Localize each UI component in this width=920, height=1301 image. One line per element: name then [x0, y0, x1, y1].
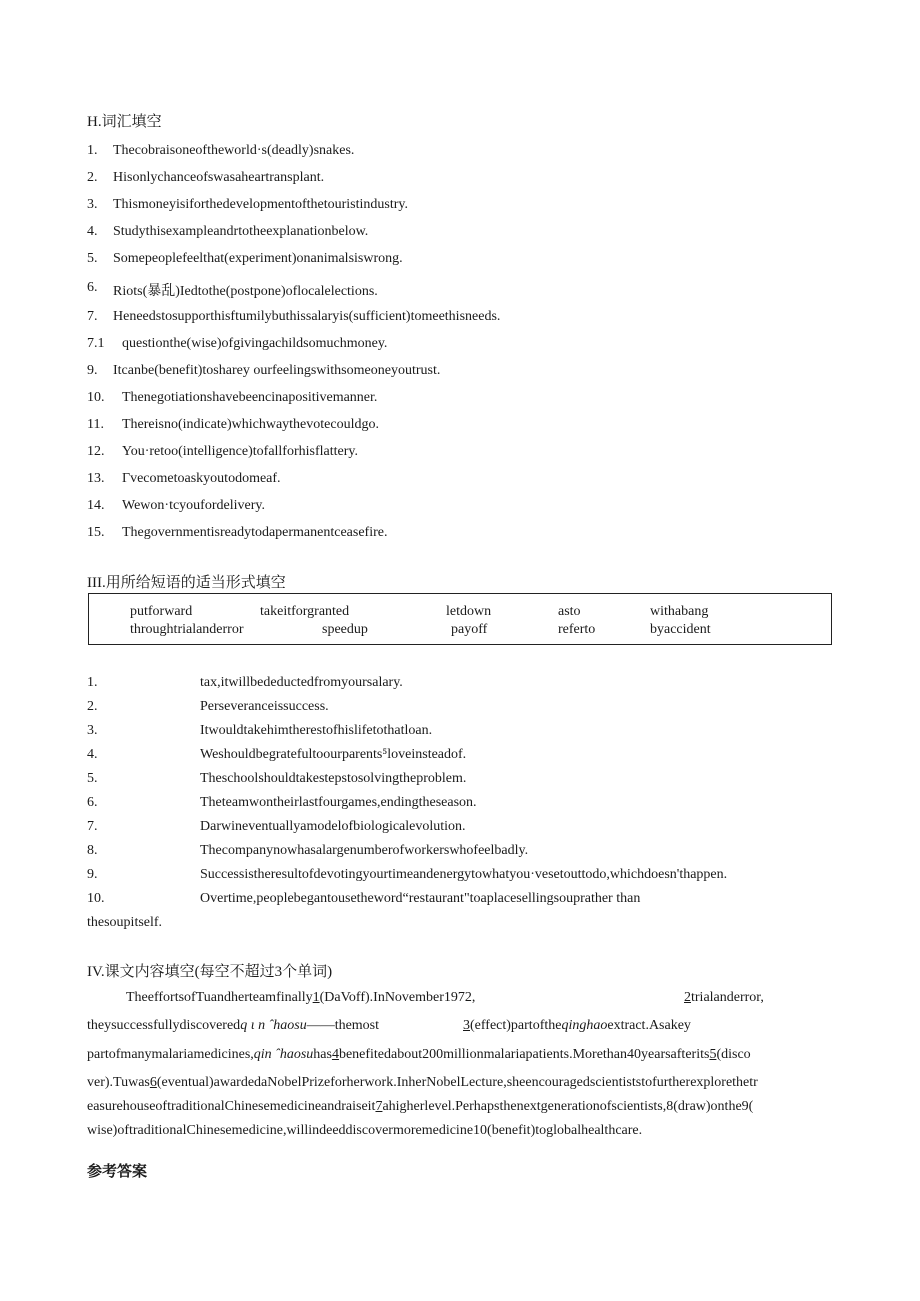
item-number: 2. — [87, 170, 98, 185]
passage-text: wise)oftraditionalChinesemedicine,willindeeddiscovermoremedicine10(benefit)toglobalhealthcare. — [87, 1123, 643, 1138]
list-item — [87, 170, 847, 190]
item-text: You·retoo(intelligence)tofallforhisflattery. — [122, 444, 358, 459]
list-item — [87, 251, 847, 271]
pinyin-text: q ι n ˆhaosu — [240, 1018, 307, 1033]
item-number: 7. — [87, 309, 98, 324]
passage-text: has — [313, 1047, 332, 1062]
blank-number: 2 — [684, 990, 691, 1005]
item-text: Thecobraisoneoftheworld·s(deadly)snakes. — [113, 143, 355, 158]
passage-text: ver).Tuwas — [87, 1075, 150, 1090]
item-text: Studythisexampleandrtotheexplanationbelow. — [113, 224, 369, 239]
passage-line — [463, 1018, 691, 1034]
item-number: 10. — [87, 891, 105, 906]
passage-text: (eventual)awardedaNobelPrizeforherwork.InherNobelLecture,sheencouragedscientiststofurtherexplorethetr — [156, 1075, 758, 1090]
passage-text: ahigherlevel.Perhapsthenextgenerationofscientists,8(draw)onthe9( — [382, 1099, 754, 1114]
list-item — [87, 525, 847, 545]
item-text: Itwouldtakehimtherestofhislifetothatloan. — [200, 723, 433, 738]
item-text: Theschoolshouldtakestepstosolvingtheproblem. — [200, 771, 467, 786]
item-text: tax,itwillbedeductedfromyoursalary. — [200, 675, 403, 690]
item-number: 7.1 — [87, 336, 105, 351]
phrase: takeitforgranted — [260, 604, 350, 619]
item-number: 5. — [87, 251, 98, 266]
blank-number: 4 — [331, 1047, 339, 1062]
section-2-title: H.词汇填空 — [87, 114, 162, 130]
item-number: 12. — [87, 444, 105, 459]
item-text: Darwineventuallyamodelofbiologicalevolution. — [200, 819, 466, 834]
blank-number: 5 — [709, 1047, 717, 1062]
passage-line — [684, 990, 764, 1006]
passage-line — [87, 1123, 642, 1139]
item-number: 6. — [87, 280, 98, 295]
list-item — [87, 819, 847, 839]
phrase: throughtrialanderror — [130, 622, 244, 637]
item-number: 9. — [87, 363, 98, 378]
phrase: putforward — [130, 604, 193, 619]
item-text: Thecompanynowhasalargenumberofworkerswhofeelbadly. — [200, 843, 529, 858]
item-text: Thereisno(indicate)whichwaythevotecouldgo. — [122, 417, 379, 432]
passage-line — [87, 1018, 379, 1034]
list-item — [87, 471, 847, 491]
passage-text: benefitedabout200millionmalariapatients.Morethan40yearsafterits — [338, 1047, 710, 1062]
phrase: asto — [558, 604, 581, 619]
list-item — [87, 771, 847, 791]
passage-text: trialanderror, — [691, 990, 764, 1005]
phrase: referto — [558, 622, 596, 637]
item-text: Itcanbe(benefit)tosharey ourfeelingswithsomeoneyoutrust. — [113, 363, 441, 378]
passage-text: (effect)partofthe — [470, 1018, 562, 1033]
item-text: Overtime,peoplebegantousetheword“restaurant"toaplacesellingsouprather than — [200, 891, 641, 906]
passage-text: partofmanymalariamedicines, — [87, 1047, 254, 1062]
passage-text: extract.Asakey — [607, 1018, 691, 1033]
passage-text: (DaVoff).InNovember1972, — [319, 990, 476, 1005]
item-number: 10. — [87, 390, 105, 405]
item-text: Somepeoplefeelthat(experiment)onanimalsiswrong. — [113, 251, 403, 266]
item-text: Thismoneyisiforthedevelopmentofthetouristindustry. — [113, 197, 408, 212]
item-text: Wewon·tcyoufordelivery. — [122, 498, 265, 513]
list-item — [87, 444, 847, 464]
blank-number: 7 — [375, 1099, 383, 1114]
list-item — [87, 197, 847, 217]
pinyin-text: qin ˆhaosu — [253, 1047, 314, 1062]
item-text: Thegovernmentisreadytodapermanentceasefire. — [122, 525, 388, 540]
passage-line — [87, 1099, 753, 1115]
item-number: 14. — [87, 498, 105, 513]
list-item — [87, 498, 847, 518]
passage-text: TheeffortsofTuandherteamfinally — [126, 990, 313, 1005]
item-text: Successistheresultofdevotingyourtimeandenergytowhatyou·vesetouttodo,whichdoesn'thappen. — [200, 867, 728, 882]
list-item — [87, 417, 847, 437]
blank-number: 3 — [463, 1018, 470, 1033]
list-item — [87, 675, 847, 695]
passage-text: (disco — [716, 1047, 751, 1062]
item-text: Perseveranceissuccess. — [200, 699, 329, 714]
passage-text: easurehouseoftraditionalChinesemedicineandraiseit — [87, 1099, 376, 1114]
passage-text: ——themost — [306, 1018, 380, 1033]
phrase: letdown — [446, 604, 492, 619]
list-item — [87, 336, 847, 356]
item-number: 8. — [87, 843, 98, 858]
blank-number: 6 — [149, 1075, 157, 1090]
passage-line — [87, 1047, 751, 1063]
list-item — [87, 280, 847, 300]
pinyin-text: qinghao — [561, 1018, 608, 1033]
section-3-title: III.用所给短语的适当形式填空 — [87, 575, 286, 591]
item-text: Γvecometoaskyoutodomeaf. — [122, 471, 281, 486]
item-text-continued: thesoupitself. — [87, 915, 163, 930]
item-number: 2. — [87, 699, 98, 714]
item-number: 9. — [87, 867, 98, 882]
item-text: Heneedstosupporthisftumilybuthissalaryis(sufficient)tomeethisneeds. — [113, 309, 501, 324]
item-text: Thenegotiationshavebeencinapositivemanner. — [122, 390, 378, 405]
list-item — [87, 843, 847, 863]
item-number: 3. — [87, 723, 98, 738]
passage-line — [126, 990, 475, 1006]
item-text: Riots(暴乱)Iedtothe(postpone)oflocalelections. — [113, 284, 378, 299]
item-number: 11. — [87, 417, 104, 432]
item-number: 1. — [87, 143, 98, 158]
item-number: 4. — [87, 747, 98, 762]
list-item — [87, 723, 847, 743]
passage-line — [87, 1075, 758, 1091]
item-text: Theteamwontheirlastfourgames,endingtheseason. — [200, 795, 477, 810]
list-item — [87, 867, 847, 887]
phrase: withabang — [650, 604, 709, 619]
phrase: speedup — [322, 622, 368, 637]
item-text: questionthe(wise)ofgivingachildsomuchmoney. — [122, 336, 388, 351]
item-text: Hisonlychanceofswasaheartransplant. — [113, 170, 325, 185]
list-item — [87, 891, 847, 911]
item-number: 4. — [87, 224, 98, 239]
phrase: byaccident — [650, 622, 711, 637]
item-number: 6. — [87, 795, 98, 810]
section-4-title: IV.课文内容填空(每空不超过3个单词) — [87, 964, 333, 980]
list-item — [87, 363, 847, 383]
list-item — [87, 309, 847, 329]
item-number: 5. — [87, 771, 98, 786]
list-item — [87, 699, 847, 719]
phrase-box — [88, 593, 832, 645]
list-item — [87, 224, 847, 244]
list-item — [87, 747, 847, 767]
answers-title: 参考答案 — [87, 1164, 148, 1180]
item-number: 7. — [87, 819, 98, 834]
list-item — [87, 143, 847, 163]
item-number: 1. — [87, 675, 98, 690]
passage-text: theysuccessfullydiscovered — [87, 1018, 241, 1033]
item-text: Weshouldbegratefultoourparents⁵loveinsteadof. — [200, 747, 467, 762]
item-number: 15. — [87, 525, 105, 540]
blank-number: 1 — [312, 990, 320, 1005]
item-number: 13. — [87, 471, 105, 486]
list-item — [87, 795, 847, 815]
list-item — [87, 390, 847, 410]
phrase: payoff — [451, 622, 488, 637]
item-number: 3. — [87, 197, 98, 212]
